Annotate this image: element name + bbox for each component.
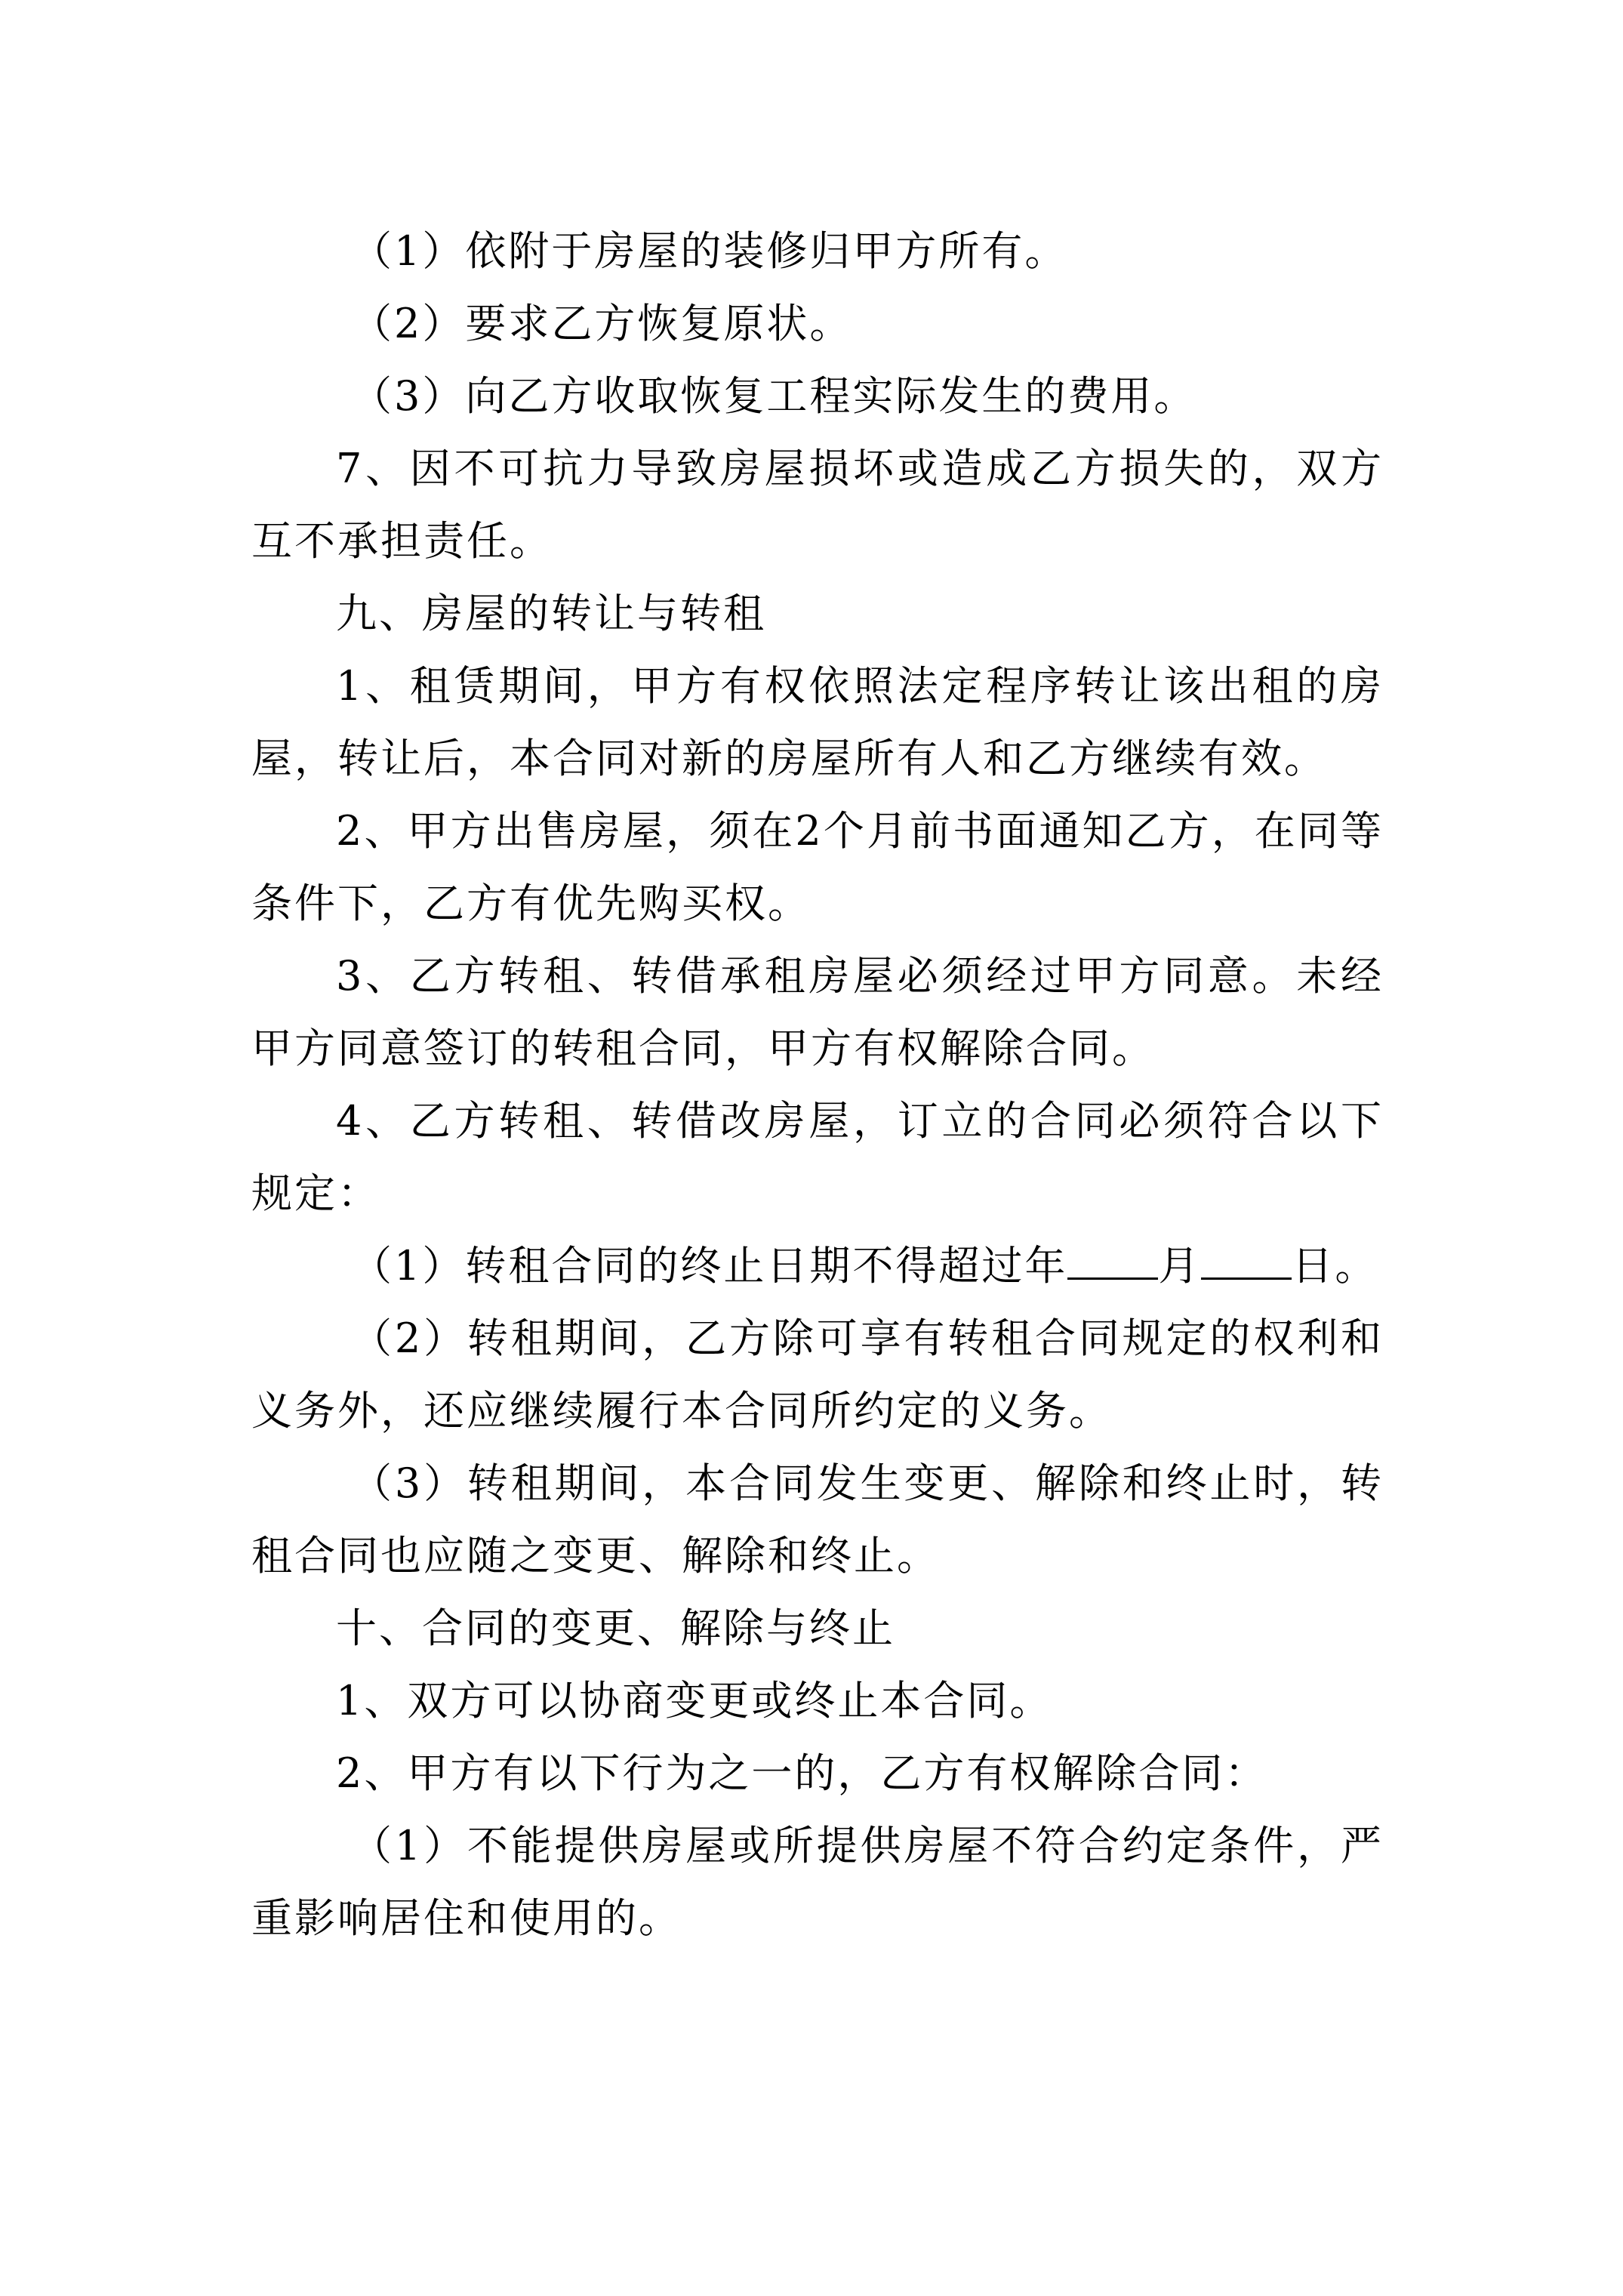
clause-sublease-end-date <box>251 1230 1384 1302</box>
clause-sublease-consent: 3、乙方转租、转借承租房屋必须经过甲方同意。未经甲方同意签订的转租合同，甲方有权解除合同。 <box>251 952 1384 1072</box>
day-blank <box>1201 1238 1292 1280</box>
month-label: 月 <box>1158 1242 1202 1290</box>
month-blank <box>1067 1238 1158 1280</box>
clause-decoration-ownership: （1）依附于房屋的装修归甲方所有。 <box>351 227 1068 275</box>
clause-sublease-rules: 4、乙方转租、转借改房屋，订立的合同必须符合以下规定： <box>251 1097 1384 1217</box>
document-body <box>251 215 1384 1955</box>
section-heading-transfer-sublease: 九、房屋的转让与转租 <box>336 590 766 637</box>
clause-mutual-change: 1、双方可以协商变更或终止本合同。 <box>336 1677 1053 1724</box>
day-label: 日。 <box>1292 1242 1378 1290</box>
clause-sale-notice: 2、甲方出售房屋，须在2个月前书面通知乙方，在同等条件下，乙方有优先购买权。 <box>251 807 1384 927</box>
clause-sublease-follow-changes: （3）转租期间，本合同发生变更、解除和终止时，转租合同也应随之变更、解除和终止。 <box>251 1459 1384 1579</box>
clause-unfit-premises: （1）不能提供房屋或所提供房屋不符合约定条件，严重影响居住和使用的。 <box>251 1822 1384 1942</box>
clause-restore-original: （2）要求乙方恢复原状。 <box>351 300 853 347</box>
clause-force-majeure: 7、因不可抗力导致房屋损坏或造成乙方损失的，双方互不承担责任。 <box>251 445 1384 565</box>
clause-tenant-termination-right: 2、甲方有以下行为之一的，乙方有权解除合同： <box>336 1749 1268 1797</box>
section-heading-change-termination: 十、合同的变更、解除与终止 <box>336 1604 895 1652</box>
clause-transfer-during-lease: 1、租赁期间，甲方有权依照法定程序转让该出租的房屋，转让后，本合同对新的房屋所有人和乙方继续有效。 <box>251 662 1384 782</box>
clause-restore-cost: （3）向乙方收取恢复工程实际发生的费用。 <box>351 372 1197 420</box>
clause-sublease-rights: （2）转租期间，乙方除可享有转租合同规定的权利和义务外，还应继续履行本合同所约定的义务。 <box>251 1314 1384 1435</box>
end-date-text: （1）转租合同的终止日期不得超过年 <box>351 1242 1068 1290</box>
